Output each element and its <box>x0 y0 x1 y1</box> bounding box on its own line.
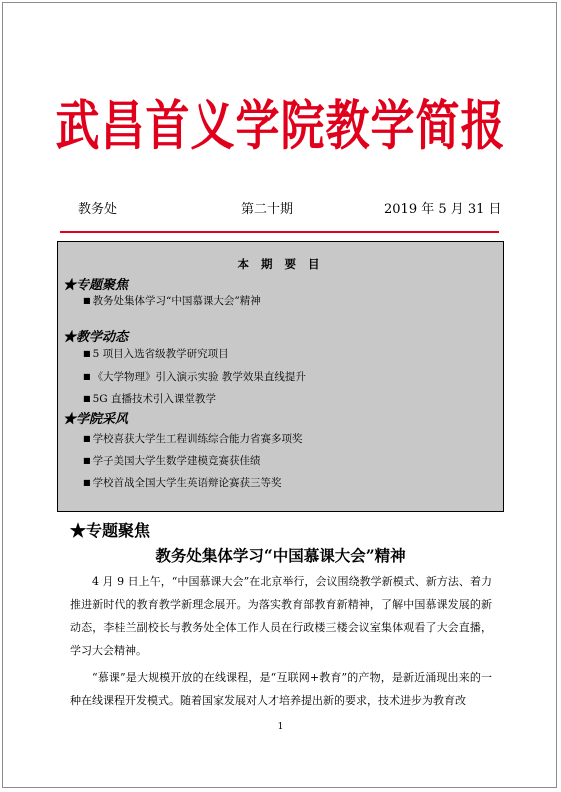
toc-item-label: 5 项目入选省级教学研究项目 <box>92 348 229 360</box>
red-divider <box>60 231 499 233</box>
section-heading: ★专题聚焦 <box>70 521 151 540</box>
body-paragraph: “慕课”是大规模开放的在线课程，是“互联网+教育”的产物，是新近涌现出来的一种在线课程开发模式。随着国家发展对人才培养提出新的要求，技术进步为教育改 <box>70 671 492 707</box>
toc-item-label: 教务处集体学习“中国慕课大会”精神 <box>92 295 261 307</box>
toc-section-focus: ★专题聚焦 <box>63 278 129 293</box>
issue-number: 第二十期 <box>241 202 294 217</box>
table-of-contents <box>57 241 504 512</box>
square-bullet-icon: ■ <box>83 434 91 443</box>
issue-date: 2019 年 5 月 31 日 <box>384 202 502 217</box>
toc-item-label: 《大学物理》引入演示实验 教学效果直线提升 <box>92 371 306 383</box>
toc-section-teaching: ★教学动态 <box>63 330 129 345</box>
toc-item-label: 学校喜获大学生工程训练综合能力省赛多项奖 <box>92 433 303 445</box>
body-paragraph: 4 月 9 日上午，“中国慕课大会”在北京举行，会议围绕教学新模式、新方法、着力推进新时代的教育教学新理念展开。为落实教育部教育新精神，了解中国慕课发展的新动态，李桂兰副校长与教务处全体工作人员在行政楼三楼会议室集体观看了大会直播，学习大会精神。 <box>70 575 492 657</box>
toc-item-label: 5G 直播技术引入课堂教学 <box>92 393 216 405</box>
square-bullet-icon: ■ <box>83 296 91 305</box>
square-bullet-icon: ■ <box>83 456 91 465</box>
toc-item[interactable] <box>83 453 261 468</box>
toc-item[interactable] <box>83 293 261 308</box>
square-bullet-icon: ■ <box>83 349 91 358</box>
toc-item-label: 学校首战全国大学生英语辩论赛获三等奖 <box>92 477 282 489</box>
toc-item[interactable] <box>83 431 303 446</box>
toc-item[interactable] <box>83 369 306 384</box>
toc-section-campus: ★学院采风 <box>63 412 129 427</box>
square-bullet-icon: ■ <box>83 478 91 487</box>
toc-item[interactable] <box>83 391 216 406</box>
toc-item-label: 学子美国大学生数学建模竞赛获佳绩 <box>92 455 261 467</box>
page-number: 1 <box>277 722 284 732</box>
article-title: 教务处集体学习“中国慕课大会”精神 <box>155 546 406 565</box>
toc-item[interactable] <box>83 346 229 361</box>
toc-title: 本 期 要 目 <box>237 257 324 271</box>
square-bullet-icon: ■ <box>83 394 91 403</box>
square-bullet-icon: ■ <box>83 372 91 381</box>
department: 教务处 <box>78 202 118 217</box>
toc-item[interactable] <box>83 475 282 490</box>
masthead-title: 武昌首义学院教学简报 <box>55 95 506 158</box>
